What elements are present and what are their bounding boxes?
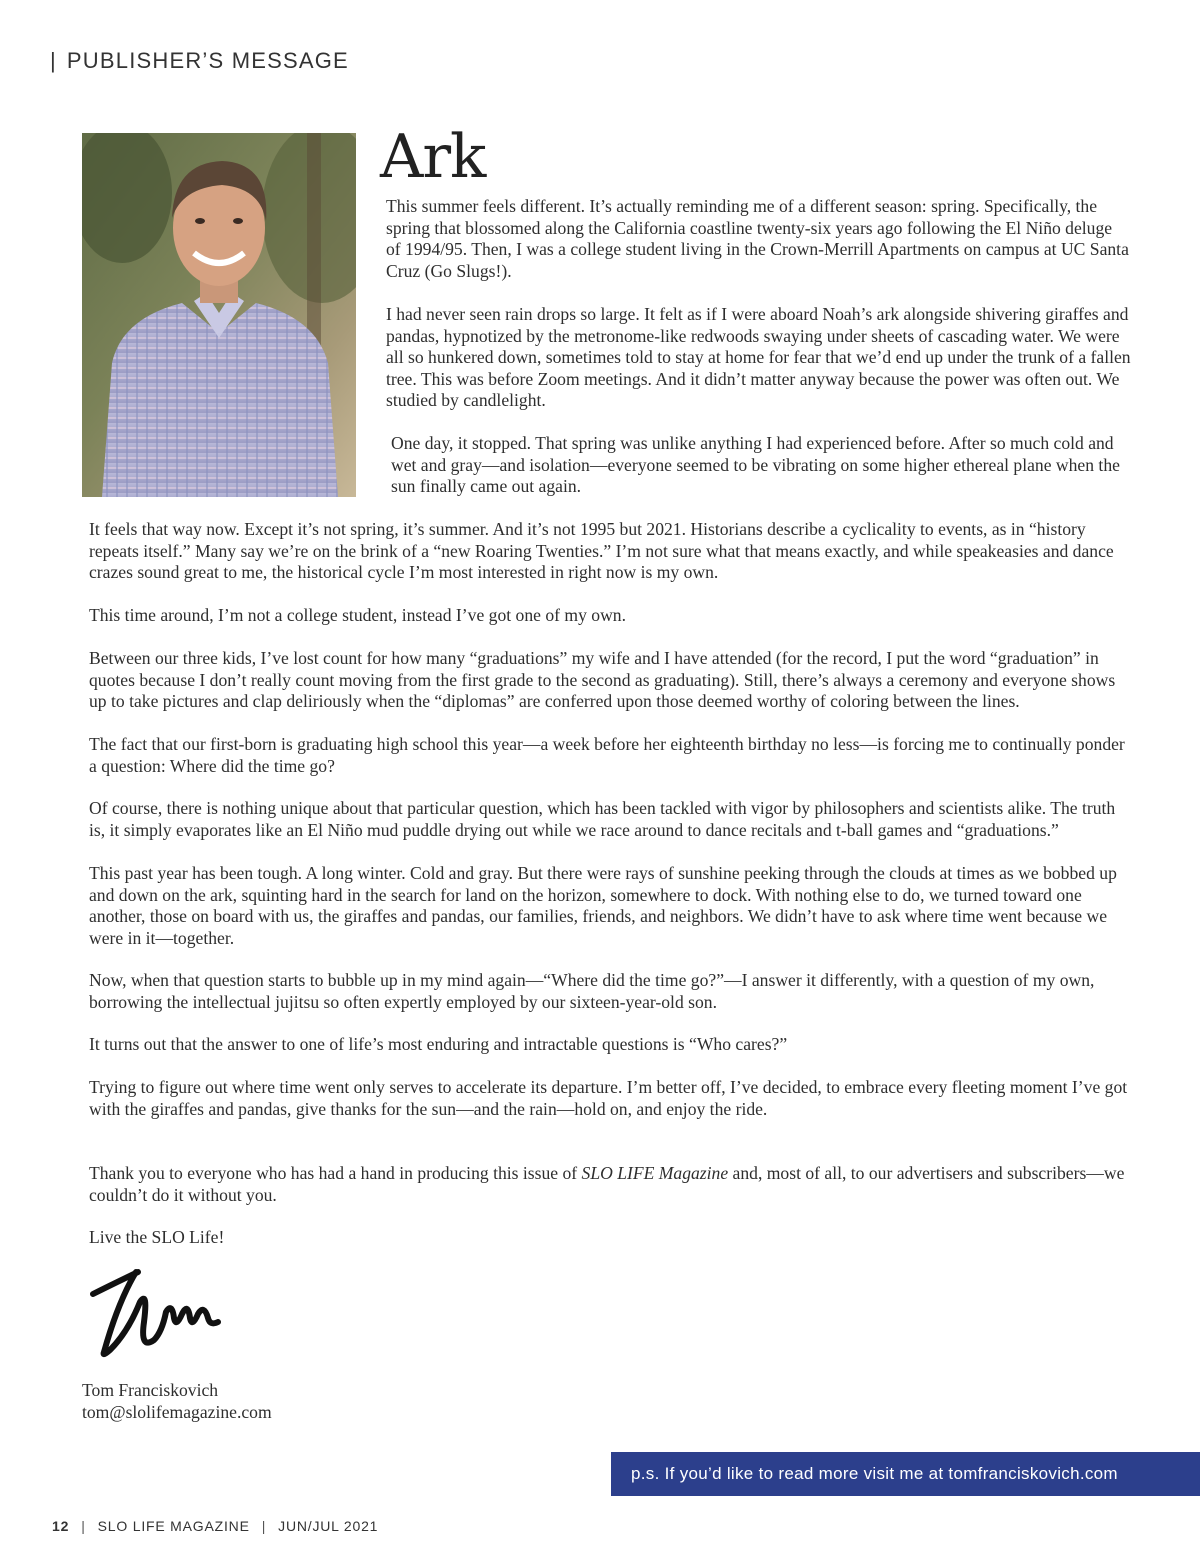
article-title: Ark (380, 122, 486, 192)
page-number: 12 (52, 1518, 70, 1534)
section-label (50, 48, 349, 74)
handwritten-signature (88, 1262, 228, 1362)
portrait-photo-icon (82, 133, 356, 497)
body-paragraph-1: It feels that way now. Except it’s not spring, it’s summer. And it’s not 1995 but 2021. Historians describe a cyclicality to events, as in “history repeats itself.” Many say we’re on the brink of a “new Roaring Twenties.” I’m not sure what that means exactly, and while speakeasies and dance crazes sound great to me, the historical cycle I’m most interested in right now is my own. (89, 519, 1114, 582)
section-label-text: PUBLISHER’S MESSAGE (66, 48, 349, 73)
body-paragraph-5: Of course, there is nothing unique about that particular question, which has been tackled with vigor by philosophers and scientists alike. The truth is, it simply evaporates like an El Niño mud puddle drying out while we race around to dance recitals and t-ball games and “graduations.” (89, 798, 1116, 840)
body-paragraph-3: Between our three kids, I’ve lost count for how many “graduations” my wife and I have attended (for the record, I put the word “graduation” in quotes because I don’t really count moving from the first grade to the second as graduating). Still, there’s always a ceremony and everyone shows up to take pictures and clap deliriously when the “diplomas” are conferred upon those deemed worthy of coloring between the lines. (89, 648, 1116, 711)
intro-paragraph-1: This summer feels different. It’s actually reminding me of a different season: spring. Specifically, the spring that blossomed along the California coastline twenty-six years ago following the El Niño deluge of 1994/95. Then, I was a college student living in the Crown-Merrill Apartments on campus at UC Santa Cruz (Go Slugs!). (386, 196, 1129, 281)
author-email[interactable]: tom@slolifemagazine.com (82, 1401, 272, 1422)
intro-paragraph-2: I had never seen rain drops so large. It felt as if I were aboard Noah’s ark alongside shivering giraffes and pandas, hypnotized by the metronome-like redwoods swaying under sheets of cascading water. We were all so hunkered down, sometimes told to stay at home for fear that we’d end up under the trunk of a fallen tree. This was before Zoom meetings. And it didn’t matter anyway because the power was often out. We studied by candlelight. (386, 304, 1131, 410)
intro-paragraph-3: One day, it stopped. That spring was unlike anything I had experienced before. After so much cold and wet and gray—and isolation—everyone seemed to be vibrating on some higher ethereal plane when the sun finally came out again. (391, 433, 1120, 496)
body-paragraph-8: It turns out that the answer to one of life’s most enduring and intractable questions is “Who cares?” (89, 1034, 788, 1054)
issue-date: JUN/JUL 2021 (278, 1518, 379, 1534)
thanks-paragraph (89, 1163, 1131, 1206)
thanks-text-end: and, most of all, to our advertisers and subscribers—we couldn’t do it without you. (89, 1163, 1125, 1205)
page-footer (52, 1518, 378, 1534)
body-paragraph-9: Trying to figure out where time went only serves to accelerate its departure. I’m better off, I’ve decided, to embrace every fleeting moment I’ve got with the giraffes and pandas, give thanks for the sun—and the rain—hold on, and enjoy the ride. (89, 1077, 1128, 1119)
footer-divider: | (261, 1518, 267, 1534)
magazine-title: SLO LIFE Magazine (581, 1163, 729, 1183)
body-paragraph-2: This time around, I’m not a college student, instead I’ve got one of my own. (89, 605, 626, 625)
body-paragraph-6: This past year has been tough. A long winter. Cold and gray. But there were rays of sunshine peeking through the clouds at times as we bobbed up and down on the ark, squinting hard in the search for land on the horizon, somewhere to dock. With nothing else to do, we turned toward one another, those on board with us, the giraffes and pandas, our families, friends, and neighbors. We didn’t have to ask where time went because we were in it—together. (89, 863, 1117, 948)
author-block (82, 1380, 272, 1423)
footer-divider: | (81, 1518, 86, 1534)
body-paragraph-4: The fact that our first-born is graduating high school this year—a week before her eighteenth birthday no less—is forcing me to continually ponder a question: Where did the time go? (89, 734, 1125, 776)
signoff: Live the SLO Life! (89, 1227, 225, 1247)
section-divider-bar: | (50, 48, 57, 73)
signature-icon (88, 1262, 228, 1362)
author-name: Tom Franciskovich (82, 1380, 219, 1400)
ps-banner[interactable]: p.s. If you’d like to read more visit me at tomfranciskovich.com (611, 1452, 1200, 1496)
author-portrait-photo (82, 133, 356, 497)
thanks-text-start: Thank you to everyone who has had a hand in producing this issue of (89, 1163, 582, 1183)
body-paragraph-7: Now, when that question starts to bubble up in my mind again—“Where did the time go?”—I answer it differently, with a question of my own, borrowing the intellectual jujitsu so often expertly employed by our sixteen-year-old son. (89, 970, 1095, 1012)
publication-name: SLO LIFE MAGAZINE (97, 1518, 250, 1534)
